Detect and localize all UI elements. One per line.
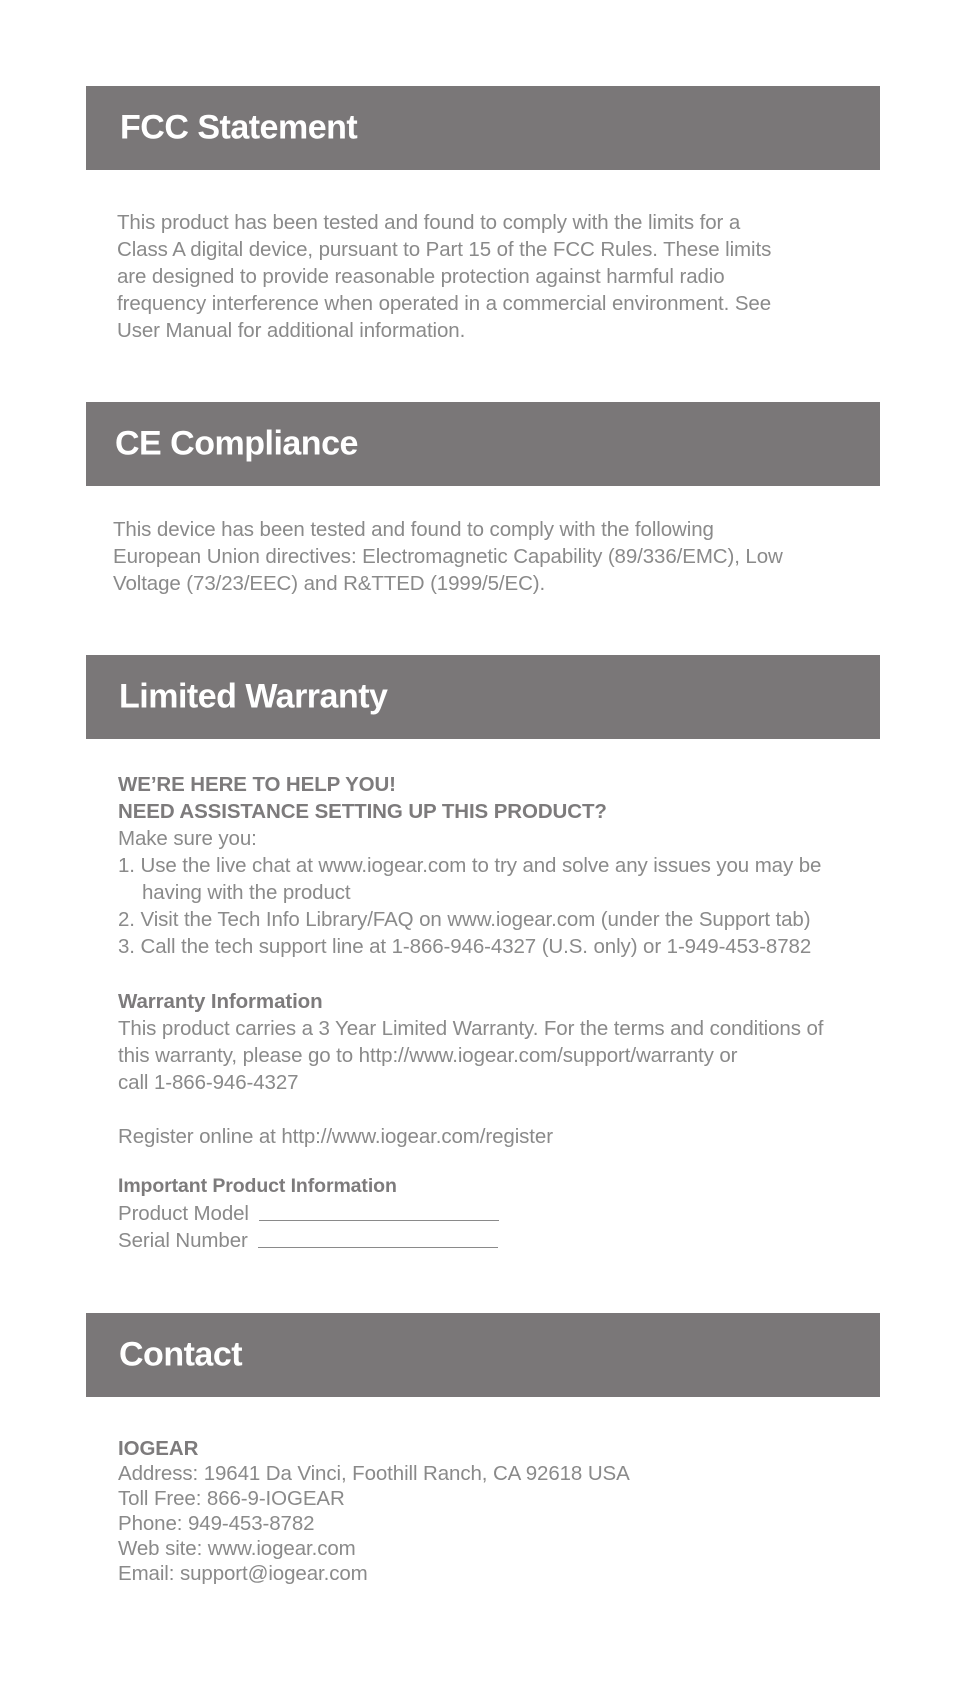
ce-header-bar [86,402,880,486]
important-product-info [118,1173,499,1254]
contact-header-bar [86,1313,880,1397]
register-text: Register online at http://www.iogear.com/register [118,1125,553,1148]
contact-block [118,1436,630,1586]
fcc-header-bar [86,86,880,170]
product-model-label: Product Model [118,1202,249,1225]
fcc-line: are designed to provide reasonable protection against harmful radio [117,265,725,288]
important-info-heading: Important Product Information [118,1175,397,1197]
warranty-help-block [118,771,821,960]
contact-email: Email: support@iogear.com [118,1562,368,1585]
warranty-info-block [118,988,823,1096]
warranty-info-line: This product carries a 3 Year Limited Warranty. For the terms and conditions of [118,1017,824,1040]
make-sure-text: Make sure you: [118,827,257,850]
warranty-header-bar [86,655,880,739]
serial-number-blank [258,1246,498,1248]
ce-compliance-text [113,516,783,597]
fcc-line: This product has been tested and found to comply with the limits for a [117,211,741,234]
contact-section-title: Contact [119,1335,243,1374]
help-step: 2. Visit the Tech Info Library/FAQ on www.iogear.com (under the Support tab) [118,908,811,931]
help-heading: WE’RE HERE TO HELP YOU! [118,773,396,796]
serial-number-row [118,1227,499,1254]
contact-toll-free: Toll Free: 866-9-IOGEAR [118,1487,345,1510]
help-step: 3. Call the tech support line at 1-866-946-4327 (U.S. only) or 1-949-453-8782 [118,935,812,958]
company-name: IOGEAR [118,1437,199,1460]
help-subheading: NEED ASSISTANCE SETTING UP THIS PRODUCT? [118,800,607,823]
warranty-info-line: this warranty, please go to http://www.iogear.com/support/warranty or [118,1044,738,1067]
ce-line: European Union directives: Electromagnetic Capability (89/336/EMC), Low [113,545,783,568]
warranty-info-heading: Warranty Information [118,990,323,1013]
contact-address: Address: 19641 Da Vinci, Foothill Ranch, CA 92618 USA [118,1462,630,1485]
contact-phone: Phone: 949-453-8782 [118,1512,315,1535]
fcc-line: User Manual for additional information. [117,319,466,342]
product-model-row [118,1200,499,1227]
contact-website: Web site: www.iogear.com [118,1537,356,1560]
serial-number-label: Serial Number [118,1229,248,1252]
fcc-line: frequency interference when operated in a commercial environment. See [117,292,772,315]
ce-line: Voltage (73/23/EEC) and R&TTED (1999/5/EC). [113,572,546,595]
ce-line: This device has been tested and found to comply with the following [113,518,714,541]
ce-section-title: CE Compliance [115,424,358,463]
help-step: 1. Use the live chat at www.iogear.com to try and solve any issues you may be [118,854,822,877]
product-model-blank [259,1219,499,1221]
fcc-section-title: FCC Statement [120,108,358,147]
warranty-section-title: Limited Warranty [119,677,388,716]
warranty-info-line: call 1-866-946-4327 [118,1071,299,1094]
fcc-line: Class A digital device, pursuant to Part 15 of the FCC Rules. These limits [117,238,772,261]
help-step-continuation: having with the product [142,881,351,904]
fcc-statement-text [117,209,771,344]
